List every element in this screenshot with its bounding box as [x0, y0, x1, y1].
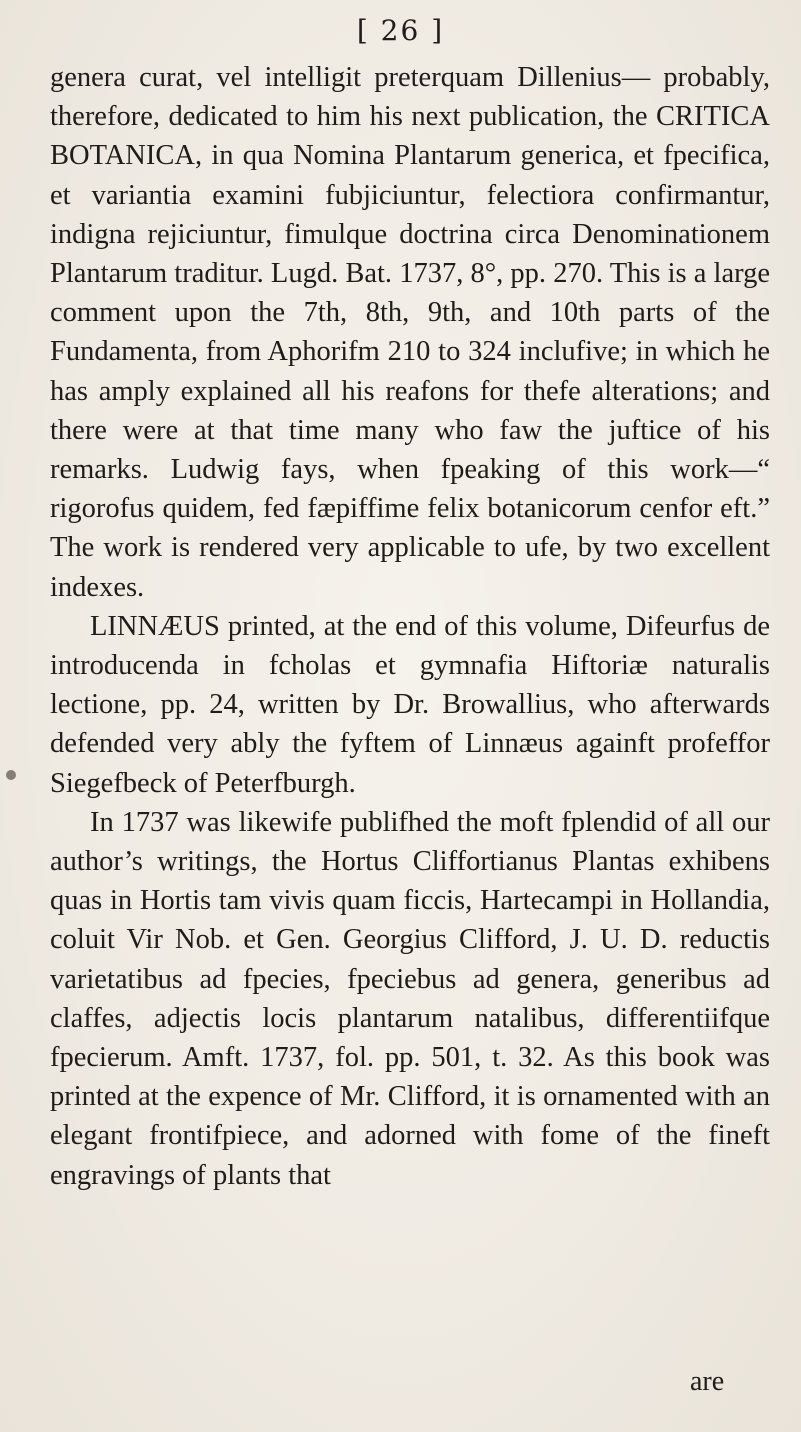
paragraph-2: LINNÆUS printed, at the end of this volume, Difeurfus de introducenda in fcholas et gymnafia Hiftoriæ naturalis lectione, pp. 24, written by Dr. Browallius, who afterwards defended very ably the fyftem of Linnæus againft profeffor Siegefbeck of Peterfburgh. [50, 610, 770, 799]
paragraph-3: In 1737 was likewife publifhed the moft fplendid of all our author’s writings, the Hortus Cliffortianus Plantas exhibens quas in Hortis tam vivis quam ficcis, Hartecampi in Hollandia, coluit Vir Nob. et Gen. Georgius Clifford, J. U. D. reductis varietatibus ad fpecies, fpeciebus ad genera, generibus ad claffes, adjectis locis plantarum natalibus, differentiifque fpecierum. Amft. 1737, fol. pp. 501, t. 32. As this book was printed at the expence of Mr. Clifford, it is ornamented with an elegant frontifpiece, and adorned with fome of the fineft engravings of plants that [50, 806, 770, 1191]
page-number: [ 26 ] [356, 14, 445, 47]
ink-smudge [6, 770, 16, 780]
paragraph-1: genera curat, vel intelligit preterquam Dillenius— probably, therefore, dedicated to him his next publication, the CRITICA BOTANICA, in qua Nomina Plantarum generica, et fpecifica, et variantia examini fubjiciuntur, felectiora confirmantur, indigna rejiciuntur, fimulque doctrina circa Denominationem Plantarum traditur. Lugd. Bat. 1737, 8°, pp. 270. This is a large comment upon the 7th, 8th, 9th, and 10th parts of the Fundamenta, from Aphorifm 210 to 324 inclufive; in which he has amply explained all his reafons for thefe alterations; and there were at that time many who faw the juftice of his remarks. Ludwig fays, when fpeaking of this work—“ rigorofus quidem, fed fæpiffime felix botanicorum cenfor eft.” The work is rendered very applicable to ufe, by two excellent indexes. [50, 62, 770, 603]
catchword: are [690, 1366, 725, 1397]
body-text [50, 58, 770, 1195]
